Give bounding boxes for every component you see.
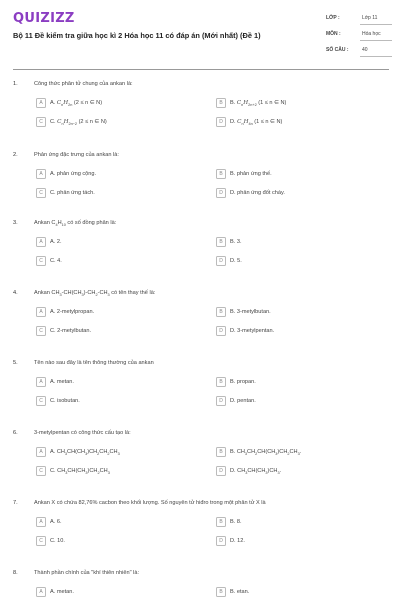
option-text: D. $CH_3CH(CH_3)CH_3$. bbox=[230, 468, 282, 476]
option-letter-box: A bbox=[36, 169, 46, 179]
question-text: 3-metylpentan có công thức cấu tạo là: bbox=[34, 430, 131, 436]
option-text: A. phản ứng cộng. bbox=[50, 171, 97, 177]
option-letter-box: D bbox=[216, 188, 226, 198]
question-number: 3. bbox=[13, 220, 18, 226]
option-letter-box: A bbox=[36, 447, 46, 457]
option-letter-box: B bbox=[216, 307, 226, 317]
meta-class-value: Lớp 11 bbox=[362, 15, 378, 21]
option-text: C. phản ứng tách. bbox=[50, 190, 95, 196]
option-text: B. 3-metylbutan. bbox=[230, 309, 271, 315]
header-divider bbox=[13, 69, 389, 70]
option-letter-box: D bbox=[216, 466, 226, 476]
option-letter-box: A bbox=[36, 377, 46, 387]
meta-count-line bbox=[360, 56, 392, 57]
option-letter-box: C bbox=[36, 396, 46, 406]
meta-subject-line bbox=[360, 40, 392, 41]
option-text: A. $C_nH_{2n}$ (2 ≤ n ∈ N) bbox=[50, 100, 103, 108]
option-letter-box: D bbox=[216, 536, 226, 546]
option-letter-box: C bbox=[36, 466, 46, 476]
meta-class-line bbox=[360, 24, 392, 25]
option-text: A. metan. bbox=[50, 379, 74, 385]
option-text: A. 6. bbox=[50, 519, 62, 525]
meta-subject-value: Hóa học bbox=[362, 31, 381, 37]
option-letter-box: D bbox=[216, 396, 226, 406]
meta-subject bbox=[326, 29, 392, 41]
option-text: B. $C_nH_{2n+2}$ (1 ≤ n ∈ N) bbox=[230, 100, 287, 108]
question-text: Công thức phân tử chung của ankan là: bbox=[34, 81, 133, 87]
question-number: 4. bbox=[13, 290, 18, 296]
meta-count bbox=[326, 45, 392, 57]
option-text: B. 3. bbox=[230, 239, 242, 245]
question-number: 5. bbox=[13, 360, 18, 366]
option-letter-box: A bbox=[36, 98, 46, 108]
question-number: 6. bbox=[13, 430, 18, 436]
option-letter-box: B bbox=[216, 98, 226, 108]
option-text: D. 5. bbox=[230, 258, 242, 264]
worksheet-header bbox=[0, 0, 400, 68]
question-number: 2. bbox=[13, 152, 18, 158]
option-text: C. isobutan. bbox=[50, 398, 80, 404]
option-text: D. phản ứng đốt cháy. bbox=[230, 190, 285, 196]
option-text: C. 10. bbox=[50, 538, 65, 544]
option-text: B. phản ứng thế. bbox=[230, 171, 272, 177]
option-text: D. pentan. bbox=[230, 398, 256, 404]
meta-count-value: 40 bbox=[362, 47, 368, 53]
question-text: Phản ứng đặc trưng của ankan là: bbox=[34, 152, 119, 158]
meta-class-label: LỚP : bbox=[326, 15, 340, 21]
option-text: C. 2-metylbutan. bbox=[50, 328, 92, 334]
question-text: Ankan X có chứa 82,76% cacbon theo khối lượng. Số nguyên tử hiđro trong một phân tử X là bbox=[34, 500, 266, 506]
option-letter-box: A bbox=[36, 517, 46, 527]
option-letter-box: B bbox=[216, 377, 226, 387]
option-letter-box: D bbox=[216, 256, 226, 266]
option-text: B. 8. bbox=[230, 519, 242, 525]
option-letter-box: C bbox=[36, 326, 46, 336]
option-text: C. $CH_3CH(CH_3)CH_2CH_3$ bbox=[50, 468, 110, 476]
meta-class bbox=[326, 13, 392, 25]
meta-count-label: SỐ CÂU : bbox=[326, 47, 349, 53]
question-text: Ankan $CH_3-CH(CH_3)-CH_2-CH_3$ có tên thay thế là: bbox=[34, 290, 156, 298]
option-letter-box: A bbox=[36, 307, 46, 317]
option-letter-box: B bbox=[216, 517, 226, 527]
option-text: D. 12. bbox=[230, 538, 245, 544]
option-letter-box: B bbox=[216, 169, 226, 179]
option-letter-box: C bbox=[36, 117, 46, 127]
option-text: A. 2. bbox=[50, 239, 62, 245]
option-letter-box: A bbox=[36, 237, 46, 247]
option-letter-box: C bbox=[36, 188, 46, 198]
option-text: A. 2-metylpropan. bbox=[50, 309, 95, 315]
option-text: A. $CH_3CH(CH_3)CH_2CH_2CH_3$ bbox=[50, 449, 120, 457]
option-text: C. 4. bbox=[50, 258, 62, 264]
option-letter-box: D bbox=[216, 117, 226, 127]
option-text: D. $C_nH_{4n}$ (1 ≤ n ∈ N) bbox=[230, 119, 283, 127]
option-letter-box: C bbox=[36, 536, 46, 546]
question-text: Ankan $C_4H_{10}$ có số đồng phân là: bbox=[34, 220, 117, 228]
meta-subject-label: MÔN : bbox=[326, 31, 341, 37]
option-text: B. etan. bbox=[230, 589, 250, 595]
option-letter-box: B bbox=[216, 587, 226, 597]
option-letter-box: D bbox=[216, 326, 226, 336]
option-letter-box: C bbox=[36, 256, 46, 266]
option-text: B. $CH_3CH_2CH(CH_3)CH_2CH_3$. bbox=[230, 449, 302, 457]
document-title: Bộ 11 Đề kiểm tra giữa học kì 2 Hóa học 11 có đáp án (Mới nhất) (Đề 1) bbox=[13, 31, 261, 40]
option-letter-box: A bbox=[36, 587, 46, 597]
question-number: 8. bbox=[13, 570, 18, 576]
quizizz-logo: QUIZIZZ bbox=[13, 11, 75, 26]
question-text: Tên nào sau đây là tên thông thường của ankan bbox=[34, 360, 154, 366]
question-number: 1. bbox=[13, 81, 18, 87]
option-letter-box: B bbox=[216, 447, 226, 457]
question-text: Thành phần chính của "khí thiên nhiên" là: bbox=[34, 570, 140, 576]
option-text: D. 3-metylpentan. bbox=[230, 328, 275, 334]
option-text: C. $C_nH_{2n-2}$ (2 ≤ n ∈ N) bbox=[50, 119, 107, 127]
option-text: A. metan. bbox=[50, 589, 74, 595]
option-letter-box: B bbox=[216, 237, 226, 247]
question-number: 7. bbox=[13, 500, 18, 506]
option-text: B. propan. bbox=[230, 379, 256, 385]
